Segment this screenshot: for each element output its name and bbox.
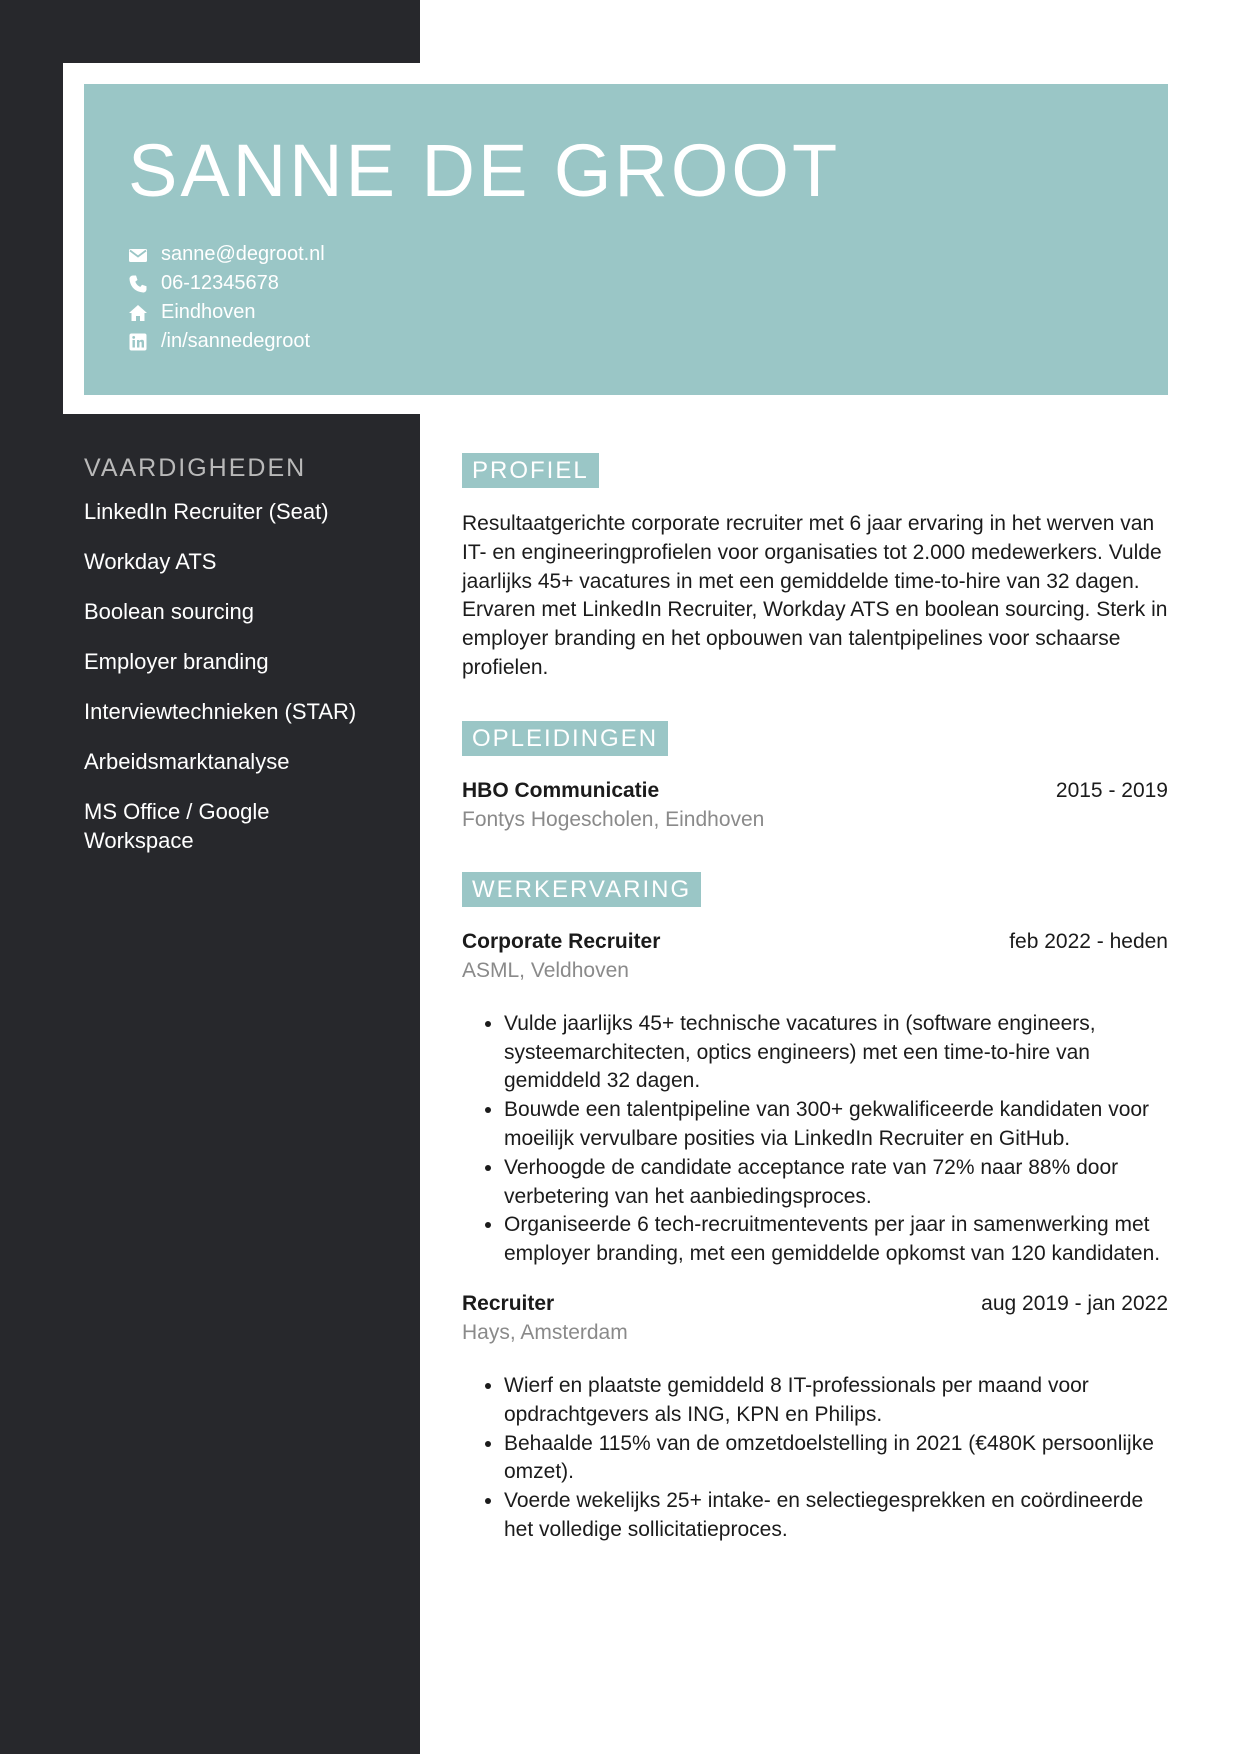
contact-email[interactable] bbox=[128, 240, 1168, 269]
skills-list bbox=[84, 497, 384, 855]
degree-title: HBO Communicatie bbox=[462, 778, 660, 802]
skill-item: Arbeidsmarktanalyse bbox=[84, 749, 290, 774]
home-icon bbox=[128, 303, 148, 323]
education-section bbox=[462, 721, 1168, 834]
job-entry bbox=[462, 1289, 1168, 1545]
phone-icon bbox=[128, 274, 148, 294]
phone-text: 06-12345678 bbox=[161, 272, 279, 294]
school-name: Fontys Hogescholen, Eindhoven bbox=[462, 807, 765, 831]
bullet-item: • Behaalde 115% van de omzetdoelstelling in 2021 (€480K persoonlijke omzet). bbox=[504, 1430, 1168, 1488]
job-period: aug 2019 - jan 2022 bbox=[981, 1291, 1168, 1315]
linkedin-icon bbox=[128, 332, 148, 352]
contact-list bbox=[128, 240, 1168, 356]
job-role: Recruiter bbox=[462, 1291, 555, 1315]
envelope-icon bbox=[128, 245, 148, 265]
sidebar bbox=[84, 456, 384, 876]
skill-item: Employer branding bbox=[84, 649, 269, 674]
bullet-item: • Organiseerde 6 tech-recruitmentevents per jaar in samenwerking met employer branding, met een gemiddelde opkomst van 120 kandidaten. bbox=[504, 1211, 1168, 1269]
bullet-item: • Voerde wekelijks 25+ intake- en selectiegesprekken en coördineerde het volledige sollicitatieproces. bbox=[504, 1487, 1168, 1545]
skill-item: LinkedIn Recruiter (Seat) bbox=[84, 499, 329, 524]
contact-linkedin[interactable] bbox=[128, 327, 1168, 356]
linkedin-text: /in/sannedegroot bbox=[161, 330, 311, 352]
job-company: ASML, Veldhoven bbox=[462, 958, 629, 982]
experience-section bbox=[462, 872, 1168, 1545]
bullet-item: • Wierf en plaatste gemiddeld 8 IT-professionals per maand voor opdrachtgevers als ING, KPN en Philips. bbox=[504, 1372, 1168, 1430]
profile-section bbox=[462, 453, 1168, 683]
job-company: Hays, Amsterdam bbox=[462, 1320, 628, 1344]
main-content bbox=[462, 453, 1168, 1545]
skill-item: MS Office / Google Workspace bbox=[84, 799, 270, 853]
profile-heading: PROFIEL bbox=[462, 453, 599, 488]
job-head bbox=[462, 1289, 1168, 1318]
candidate-name: SANNE DE GROOT bbox=[128, 129, 841, 212]
profile-summary: Resultaatgerichte corporate recruiter met 6 jaar ervaring in het werven van IT- en engineeringprofielen voor organisaties tot 2.000 medewerkers. Vulde jaarlijks 45+ vacatures in met een gemiddelde time-to-hire van 32 dagen. Ervaren met LinkedIn Recruiter, Workday ATS en boolean sourcing. Sterk in employer branding en het opbouwen van talentpipelines voor schaarse profielen. bbox=[462, 512, 1168, 679]
job-bullets bbox=[462, 1010, 1168, 1269]
contact-location bbox=[128, 298, 1168, 327]
skills-heading: VAARDIGHEDEN bbox=[84, 454, 307, 482]
header-banner bbox=[84, 84, 1168, 395]
job-entry bbox=[462, 927, 1168, 1269]
experience-heading: WERKERVARING bbox=[462, 872, 701, 907]
skill-item: Boolean sourcing bbox=[84, 599, 255, 624]
bullet-item: • Verhoogde de candidate acceptance rate van 72% naar 88% door verbetering van het aanbiedingsproces. bbox=[504, 1154, 1168, 1212]
location-text: Eindhoven bbox=[161, 301, 256, 323]
email-text: sanne@degroot.nl bbox=[161, 243, 325, 265]
education-heading: OPLEIDINGEN bbox=[462, 721, 668, 756]
bullet-item: • Bouwde een talentpipeline van 300+ gekwalificeerde kandidaten voor moeilijk vervulbare posities via LinkedIn Recruiter en GitHub. bbox=[504, 1096, 1168, 1154]
job-period: feb 2022 - heden bbox=[1009, 929, 1168, 953]
education-entry-head bbox=[462, 776, 1168, 805]
education-period: 2015 - 2019 bbox=[1055, 778, 1168, 802]
job-role: Corporate Recruiter bbox=[462, 929, 661, 953]
skill-item: Workday ATS bbox=[84, 549, 217, 574]
job-head bbox=[462, 927, 1168, 956]
skill-item: Interviewtechnieken (STAR) bbox=[84, 699, 357, 724]
education-entry bbox=[462, 776, 1168, 834]
job-bullets bbox=[462, 1372, 1168, 1545]
contact-phone[interactable] bbox=[128, 269, 1168, 298]
bullet-item: • Vulde jaarlijks 45+ technische vacatures in (software engineers, systeemarchitecten, optics engineers) met een time-to-hire van gemiddeld 32 dagen. bbox=[504, 1010, 1168, 1096]
